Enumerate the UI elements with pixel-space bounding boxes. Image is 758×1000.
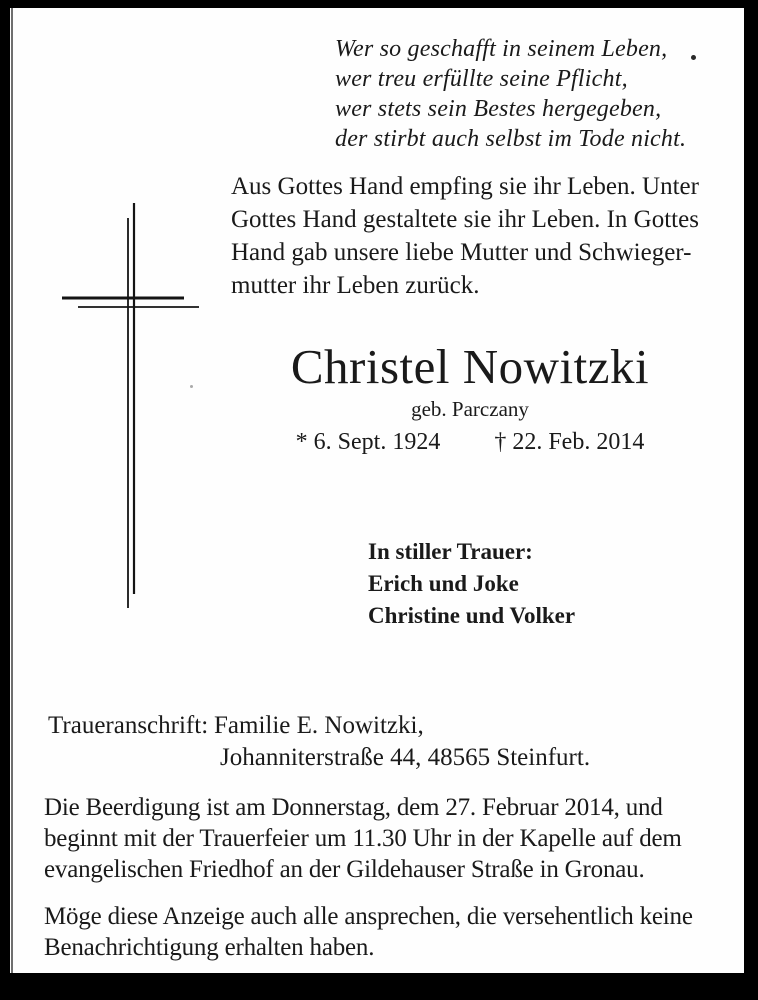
note-line: Benachrichtigung erhalten haben. [44, 934, 375, 961]
verse-line: Wer so geschafft in seinem Leben, [335, 36, 668, 62]
address-line: Johanniterstraße 44, 48565 Steinfurt. [220, 744, 591, 771]
scan-border-right [744, 0, 758, 1000]
mourner-line: Christine und Volker [368, 603, 576, 628]
scan-border-left [0, 0, 10, 1000]
intro-line: mutter ihr Leben zurück. [231, 272, 480, 299]
mourners-heading: In stiller Trauer: [368, 539, 533, 564]
maiden-name: geb. Parczany [411, 397, 529, 421]
deceased-block [230, 340, 710, 456]
scan-inner-edge [11, 8, 13, 973]
intro-paragraph [231, 170, 699, 302]
cross-icon [50, 195, 210, 620]
death-date: † 22. Feb. 2014 [494, 429, 645, 455]
verse-line: wer stets sein Bestes hergegeben, [335, 96, 662, 122]
deceased-name: Christel Nowitzki [290, 339, 650, 394]
memorial-verse [335, 34, 686, 154]
closing-note [44, 901, 693, 963]
birth-date: * 6. Sept. 1924 [295, 429, 441, 455]
intro-line: Gottes Hand gestaltete sie ihr Leben. In Gottes [231, 206, 699, 233]
verse-line: der stirbt auch selbst im Tode nicht. [335, 126, 687, 152]
life-dates [230, 428, 710, 456]
address-label: Traueranschrift: [48, 712, 209, 739]
funeral-line: evangelischen Friedhof an der Gildehauser Straße in Gronau. [44, 856, 645, 883]
scan-border-top [0, 0, 758, 8]
mourners-block [368, 536, 575, 632]
note-line: Möge diese Anzeige auch alle ansprechen, die versehentlich keine [44, 903, 693, 930]
address-line: Familie E. Nowitzki, [214, 712, 424, 739]
funeral-line: beginnt mit der Trauerfeier um 11.30 Uhr in der Kapelle auf dem [44, 825, 682, 852]
intro-line: Aus Gottes Hand empfing sie ihr Leben. Unter [231, 173, 699, 200]
funeral-line: Die Beerdigung ist am Donnerstag, dem 27. Februar 2014, und [44, 794, 663, 821]
intro-line: Hand gab unsere liebe Mutter und Schwieger- [231, 239, 692, 266]
scan-border-bottom [0, 973, 758, 1000]
scan-speck [691, 55, 696, 60]
funeral-paragraph [44, 792, 682, 885]
verse-line: wer treu erfüllte seine Pflicht, [335, 66, 628, 92]
mourner-line: Erich und Joke [368, 571, 519, 596]
